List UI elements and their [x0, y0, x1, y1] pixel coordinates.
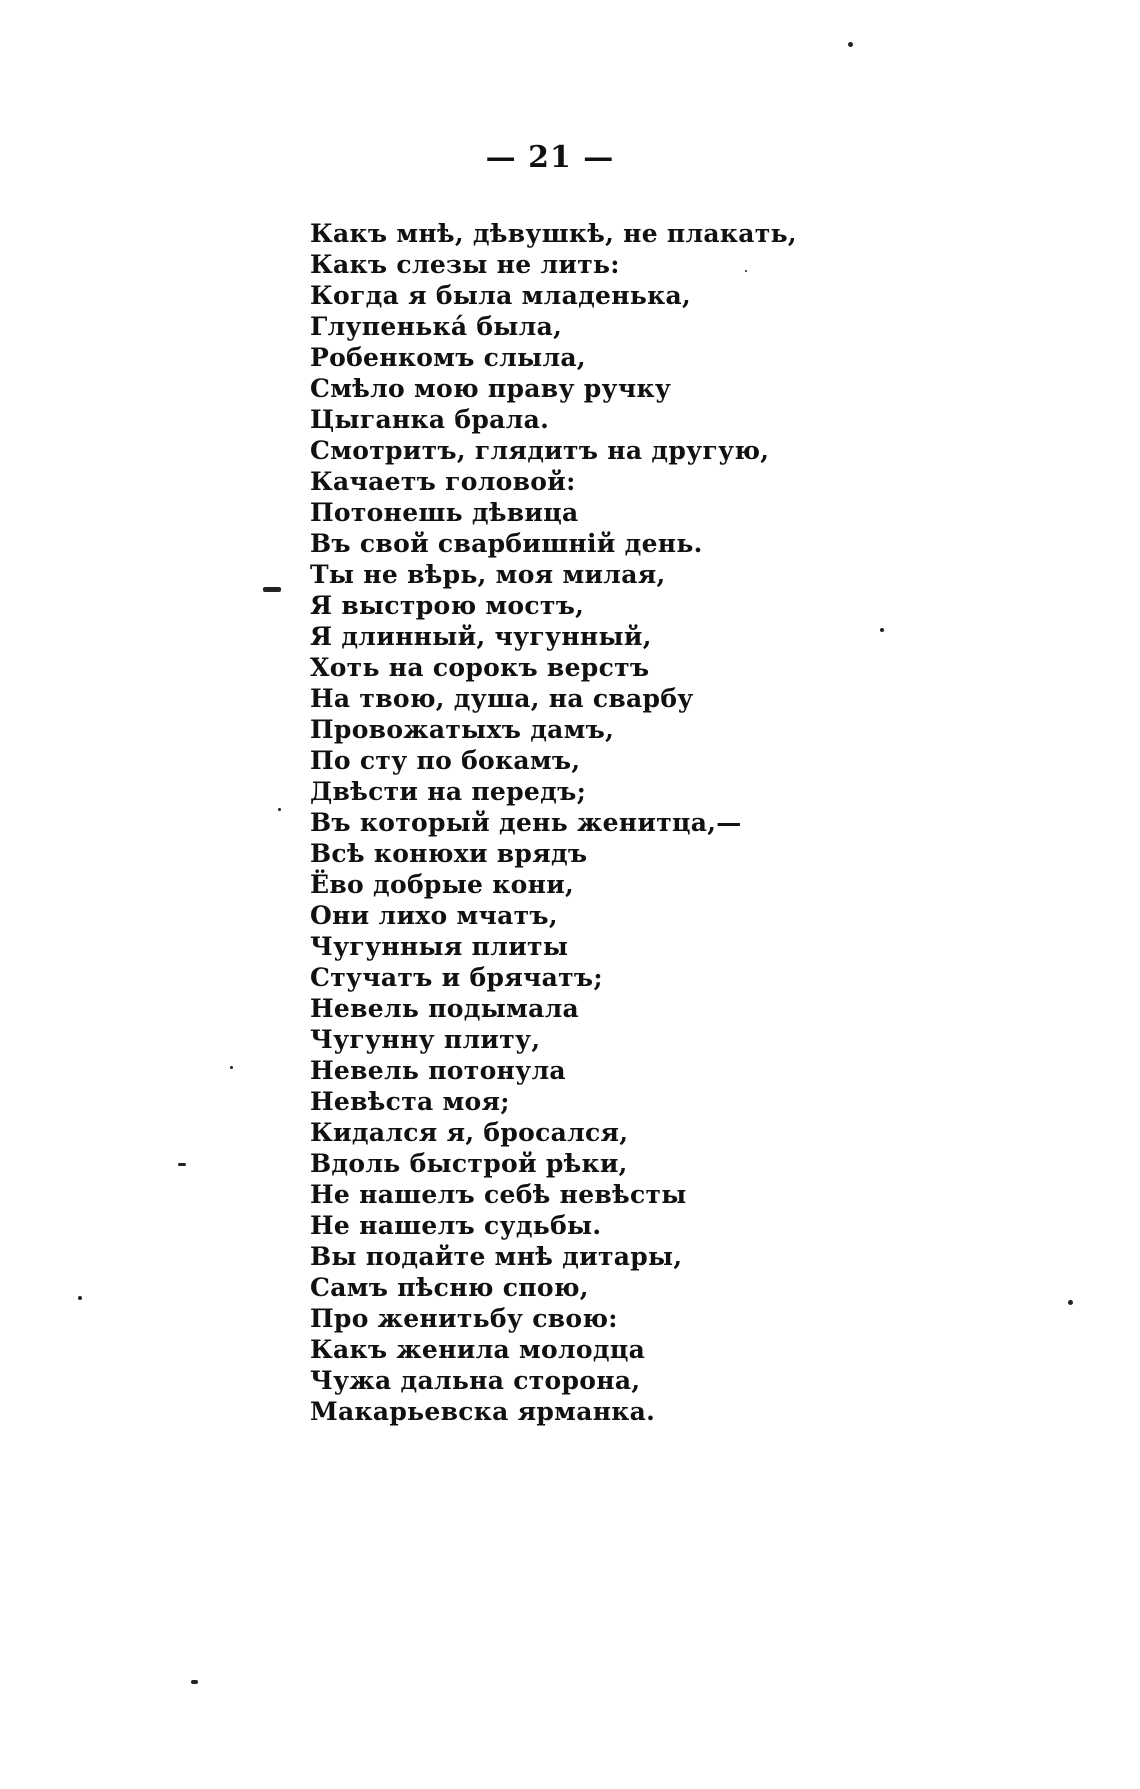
page-number: — 21 —	[485, 140, 615, 175]
scan-speck	[1068, 1300, 1073, 1305]
poem-line: Всѣ конюхи врядъ	[310, 839, 588, 868]
poem-line: По сту по бокамъ,	[310, 746, 581, 775]
poem-line: Я длинный, чугунный,	[310, 622, 652, 651]
poem-line: Не нашелъ себѣ невѣсты	[310, 1180, 687, 1209]
poem-line: Они лихо мчатъ,	[310, 901, 558, 930]
poem-line: Невѣста моя;	[310, 1087, 510, 1116]
poem-line: Чугунну плиту,	[310, 1025, 541, 1054]
poem-line: Невель подымала	[310, 994, 580, 1023]
poem-line: Двѣсти на передъ;	[310, 777, 587, 806]
margin-mark	[263, 587, 281, 592]
poem-line: Когда я была младенька,	[310, 281, 691, 310]
poem-line: Въ свой сварбишній день.	[310, 529, 703, 558]
poem-line: На твою, душа, на сварбу	[310, 684, 694, 713]
poem-line: Робенкомъ слыла,	[310, 343, 586, 372]
poem-line: Вдоль быстрой рѣки,	[310, 1149, 628, 1178]
margin-mark	[178, 1163, 186, 1166]
scan-speck	[848, 42, 853, 47]
poem-line: Цыганка брала.	[310, 405, 550, 434]
scan-speck	[745, 270, 747, 272]
poem-line: Не нашелъ судьбы.	[310, 1211, 602, 1240]
poem-line: Невель потонула	[310, 1056, 566, 1085]
poem-line: Стучатъ и брячатъ;	[310, 963, 603, 992]
poem	[310, 218, 1070, 1427]
poem-line: Макарьевска ярманка.	[310, 1397, 656, 1426]
poem-line: Самъ пѣсню спою,	[310, 1273, 589, 1302]
scan-speck	[78, 1296, 82, 1300]
poem-line: Въ который день женитца,—	[310, 808, 742, 837]
poem-line: Глупенька́ была,	[310, 312, 563, 341]
poem-line: Про женитьбу свою:	[310, 1304, 618, 1333]
poem-line: Ёво добрые кони,	[310, 870, 575, 899]
margin-mark	[191, 1680, 198, 1684]
poem-line: Вы подайте мнѣ дитары,	[310, 1242, 683, 1271]
scan-speck	[230, 1066, 233, 1069]
poem-line: Смѣло мою праву ручку	[310, 374, 672, 403]
poem-line: Хоть на сорокъ верстъ	[310, 653, 650, 682]
poem-line: Какъ мнѣ, дѣвушкѣ, не плакать,	[310, 219, 797, 248]
poem-line: Потонешь дѣвица	[310, 498, 579, 527]
poem-line: Кидался я, бросался,	[310, 1118, 629, 1147]
poem-line: Ты не вѣрь, моя милая,	[310, 560, 666, 589]
poem-line: Чугунныя плиты	[310, 932, 569, 961]
poem-line: Какъ женила молодца	[310, 1335, 646, 1364]
poem-line: Какъ слезы не лить:	[310, 250, 620, 279]
scan-speck	[880, 628, 884, 632]
poem-line: Я выстрою мостъ,	[310, 591, 585, 620]
poem-line: Чужа дальна сторона,	[310, 1366, 641, 1395]
poem-line: Смотритъ, глядитъ на другую,	[310, 436, 770, 465]
scan-speck	[278, 808, 281, 811]
poem-line: Качаетъ головой:	[310, 467, 576, 496]
poem-line: Провожатыхъ дамъ,	[310, 715, 615, 744]
